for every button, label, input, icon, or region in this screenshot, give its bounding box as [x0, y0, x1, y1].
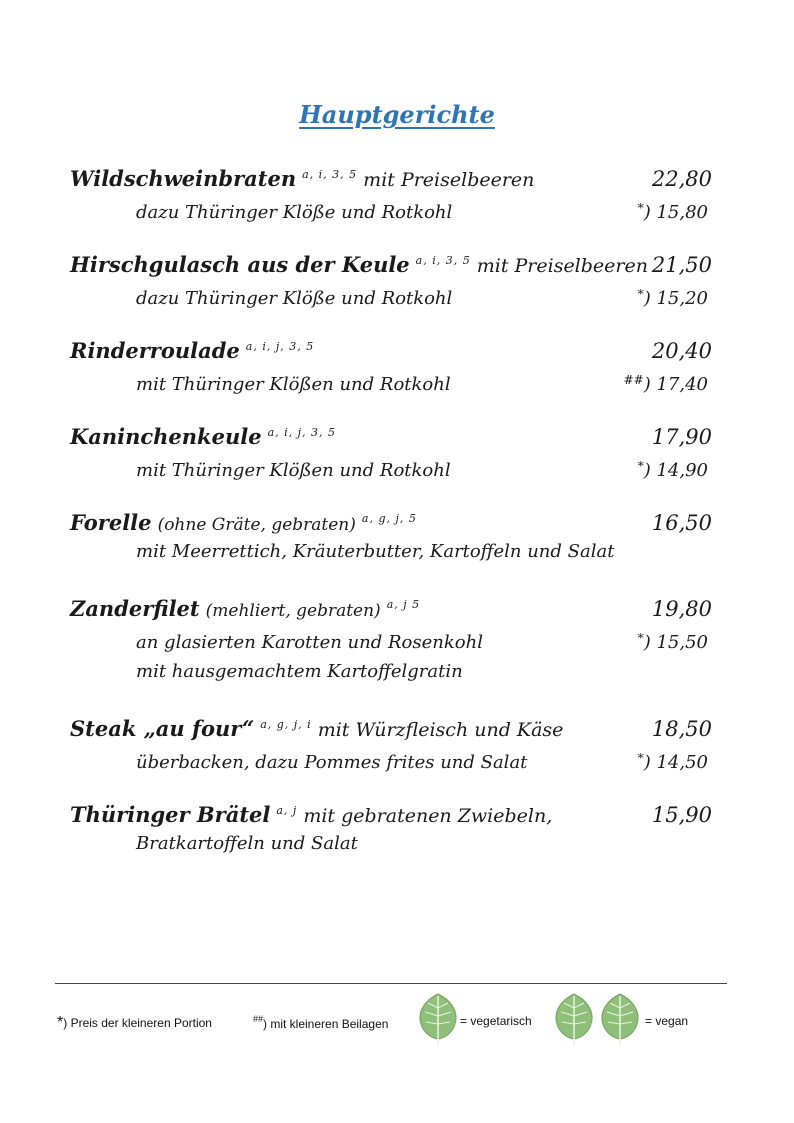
page-title: Hauptgerichte [299, 100, 495, 129]
detail-text: überbacken, dazu Pommes frites und Salat [136, 752, 528, 773]
menu-item [70, 502, 712, 569]
legend-mark: * [57, 1014, 64, 1031]
menu-item-title [70, 158, 534, 197]
detail-text: dazu Thüringer Klöße und Rotkohl [136, 202, 453, 223]
detail-text: mit Thüringer Klößen und Rotkohl [136, 374, 451, 395]
portion-mark: * [637, 459, 644, 473]
legend-text: ) mit kleineren Beilagen [263, 1017, 389, 1031]
menu-item-header [70, 708, 712, 741]
allergen-codes: a, i, 3, 5 [415, 254, 471, 267]
leaf-icon [599, 992, 641, 1048]
small-portion-price: *) 14,90 [637, 459, 708, 481]
allergen-codes: a, j 5 [386, 598, 421, 611]
menu-list [70, 158, 712, 880]
divider [55, 983, 727, 984]
small-price-value: 14,90 [656, 460, 708, 481]
allergen-codes: a, i, j, 3, 5 [267, 426, 337, 439]
detail-text: dazu Thüringer Klöße und Rotkohl [136, 288, 453, 309]
dish-name: Thüringer Brätel [70, 802, 271, 827]
menu-item-header [70, 794, 712, 827]
small-price-value: 14,50 [656, 752, 708, 773]
leaf-icon [553, 992, 595, 1048]
allergen-codes: a, i, j, 3, 5 [245, 340, 315, 353]
dish-price: 18,50 [651, 717, 712, 741]
menu-item-detail [70, 535, 712, 569]
menu-item-header [70, 330, 712, 363]
detail-text: Bratkartoffeln und Salat [136, 833, 358, 854]
dish-suffix: mit Preiselbeeren [363, 169, 535, 191]
small-price-value: 15,20 [656, 288, 708, 309]
legend-mark: ## [253, 1014, 264, 1024]
dish-name: Steak „au four“ [70, 716, 255, 741]
legend-vegetarian: = vegetarisch [460, 1014, 532, 1028]
dish-price: 20,40 [651, 339, 712, 363]
menu-item [70, 158, 712, 225]
menu-item-header [70, 158, 712, 191]
small-price-value: 17,40 [656, 374, 708, 395]
menu-item [70, 416, 712, 483]
small-portion-price: *) 15,20 [637, 287, 708, 309]
menu-item-title [70, 708, 563, 747]
dish-price: 17,90 [651, 425, 712, 449]
small-portion-price: *) 15,80 [637, 201, 708, 223]
menu-item-detail [70, 191, 712, 225]
legend-text: ) Preis der kleineren Portion [63, 1016, 212, 1030]
dish-note: (mehliert, gebraten) [205, 601, 381, 621]
menu-item-detail [70, 621, 712, 655]
leaf-icon [417, 992, 459, 1048]
legend-vegan: = vegan [645, 1014, 689, 1028]
menu-item [70, 330, 712, 397]
dish-name: Kaninchenkeule [70, 424, 262, 449]
menu-item-detail [70, 449, 712, 483]
allergen-codes: a, j [276, 804, 298, 817]
menu-item [70, 244, 712, 311]
menu-item-detail [70, 655, 712, 689]
portion-mark: * [637, 631, 644, 645]
menu-item-detail [70, 363, 712, 397]
small-portion-price: *) 15,50 [637, 631, 708, 653]
menu-item-header [70, 588, 712, 621]
portion-mark: * [637, 201, 644, 215]
dish-note: (ohne Gräte, gebraten) [157, 515, 356, 535]
menu-item-title [70, 330, 320, 369]
menu-item [70, 588, 712, 689]
dish-name: Zanderfilet [70, 596, 200, 621]
dish-name: Forelle [70, 510, 152, 535]
legend [57, 992, 737, 1052]
dish-suffix: mit Preiselbeeren [476, 255, 648, 277]
allergen-codes: a, g, j, i [260, 718, 312, 731]
detail-text: mit hausgemachtem Kartoffelgratin [136, 661, 463, 682]
detail-text: mit Thüringer Klößen und Rotkohl [136, 460, 451, 481]
legend-smaller-sides [253, 1014, 388, 1031]
dish-price: 19,80 [651, 597, 712, 621]
dish-suffix: mit gebratenen Zwiebeln, [303, 805, 553, 827]
dish-price: 15,90 [651, 803, 712, 827]
dish-name: Hirschgulasch aus der Keule [70, 252, 410, 277]
menu-item-header [70, 244, 712, 277]
portion-mark: * [637, 287, 644, 301]
allergen-codes: a, i, 3, 5 [302, 168, 358, 181]
dish-name: Rinderroulade [70, 338, 240, 363]
menu-item [70, 794, 712, 861]
portion-mark: ## [623, 373, 644, 387]
menu-item [70, 708, 712, 775]
menu-item-title [70, 588, 426, 628]
small-portion-price: *) 14,50 [637, 751, 708, 773]
allergen-codes: a, g, j, 5 [361, 512, 417, 525]
menu-item-detail [70, 741, 712, 775]
menu-item-header [70, 416, 712, 449]
legend-smaller-portion [57, 1014, 212, 1032]
menu-item-title [70, 244, 648, 283]
small-price-value: 15,80 [656, 202, 708, 223]
menu-item-header [70, 502, 712, 535]
portion-mark: * [637, 751, 644, 765]
small-price-value: 15,50 [656, 632, 708, 653]
dish-price: 21,50 [651, 253, 712, 277]
dish-suffix: mit Würzfleisch und Käse [317, 719, 564, 741]
small-portion-price: ##) 17,40 [623, 373, 708, 395]
dish-price: 16,50 [651, 511, 712, 535]
detail-text: an glasierten Karotten und Rosenkohl [136, 632, 483, 653]
dish-name: Wildschweinbraten [70, 166, 297, 191]
menu-item-title [70, 416, 342, 455]
dish-price: 22,80 [651, 167, 712, 191]
detail-text: mit Meerrettich, Kräuterbutter, Kartoffeln und Salat [136, 541, 615, 562]
